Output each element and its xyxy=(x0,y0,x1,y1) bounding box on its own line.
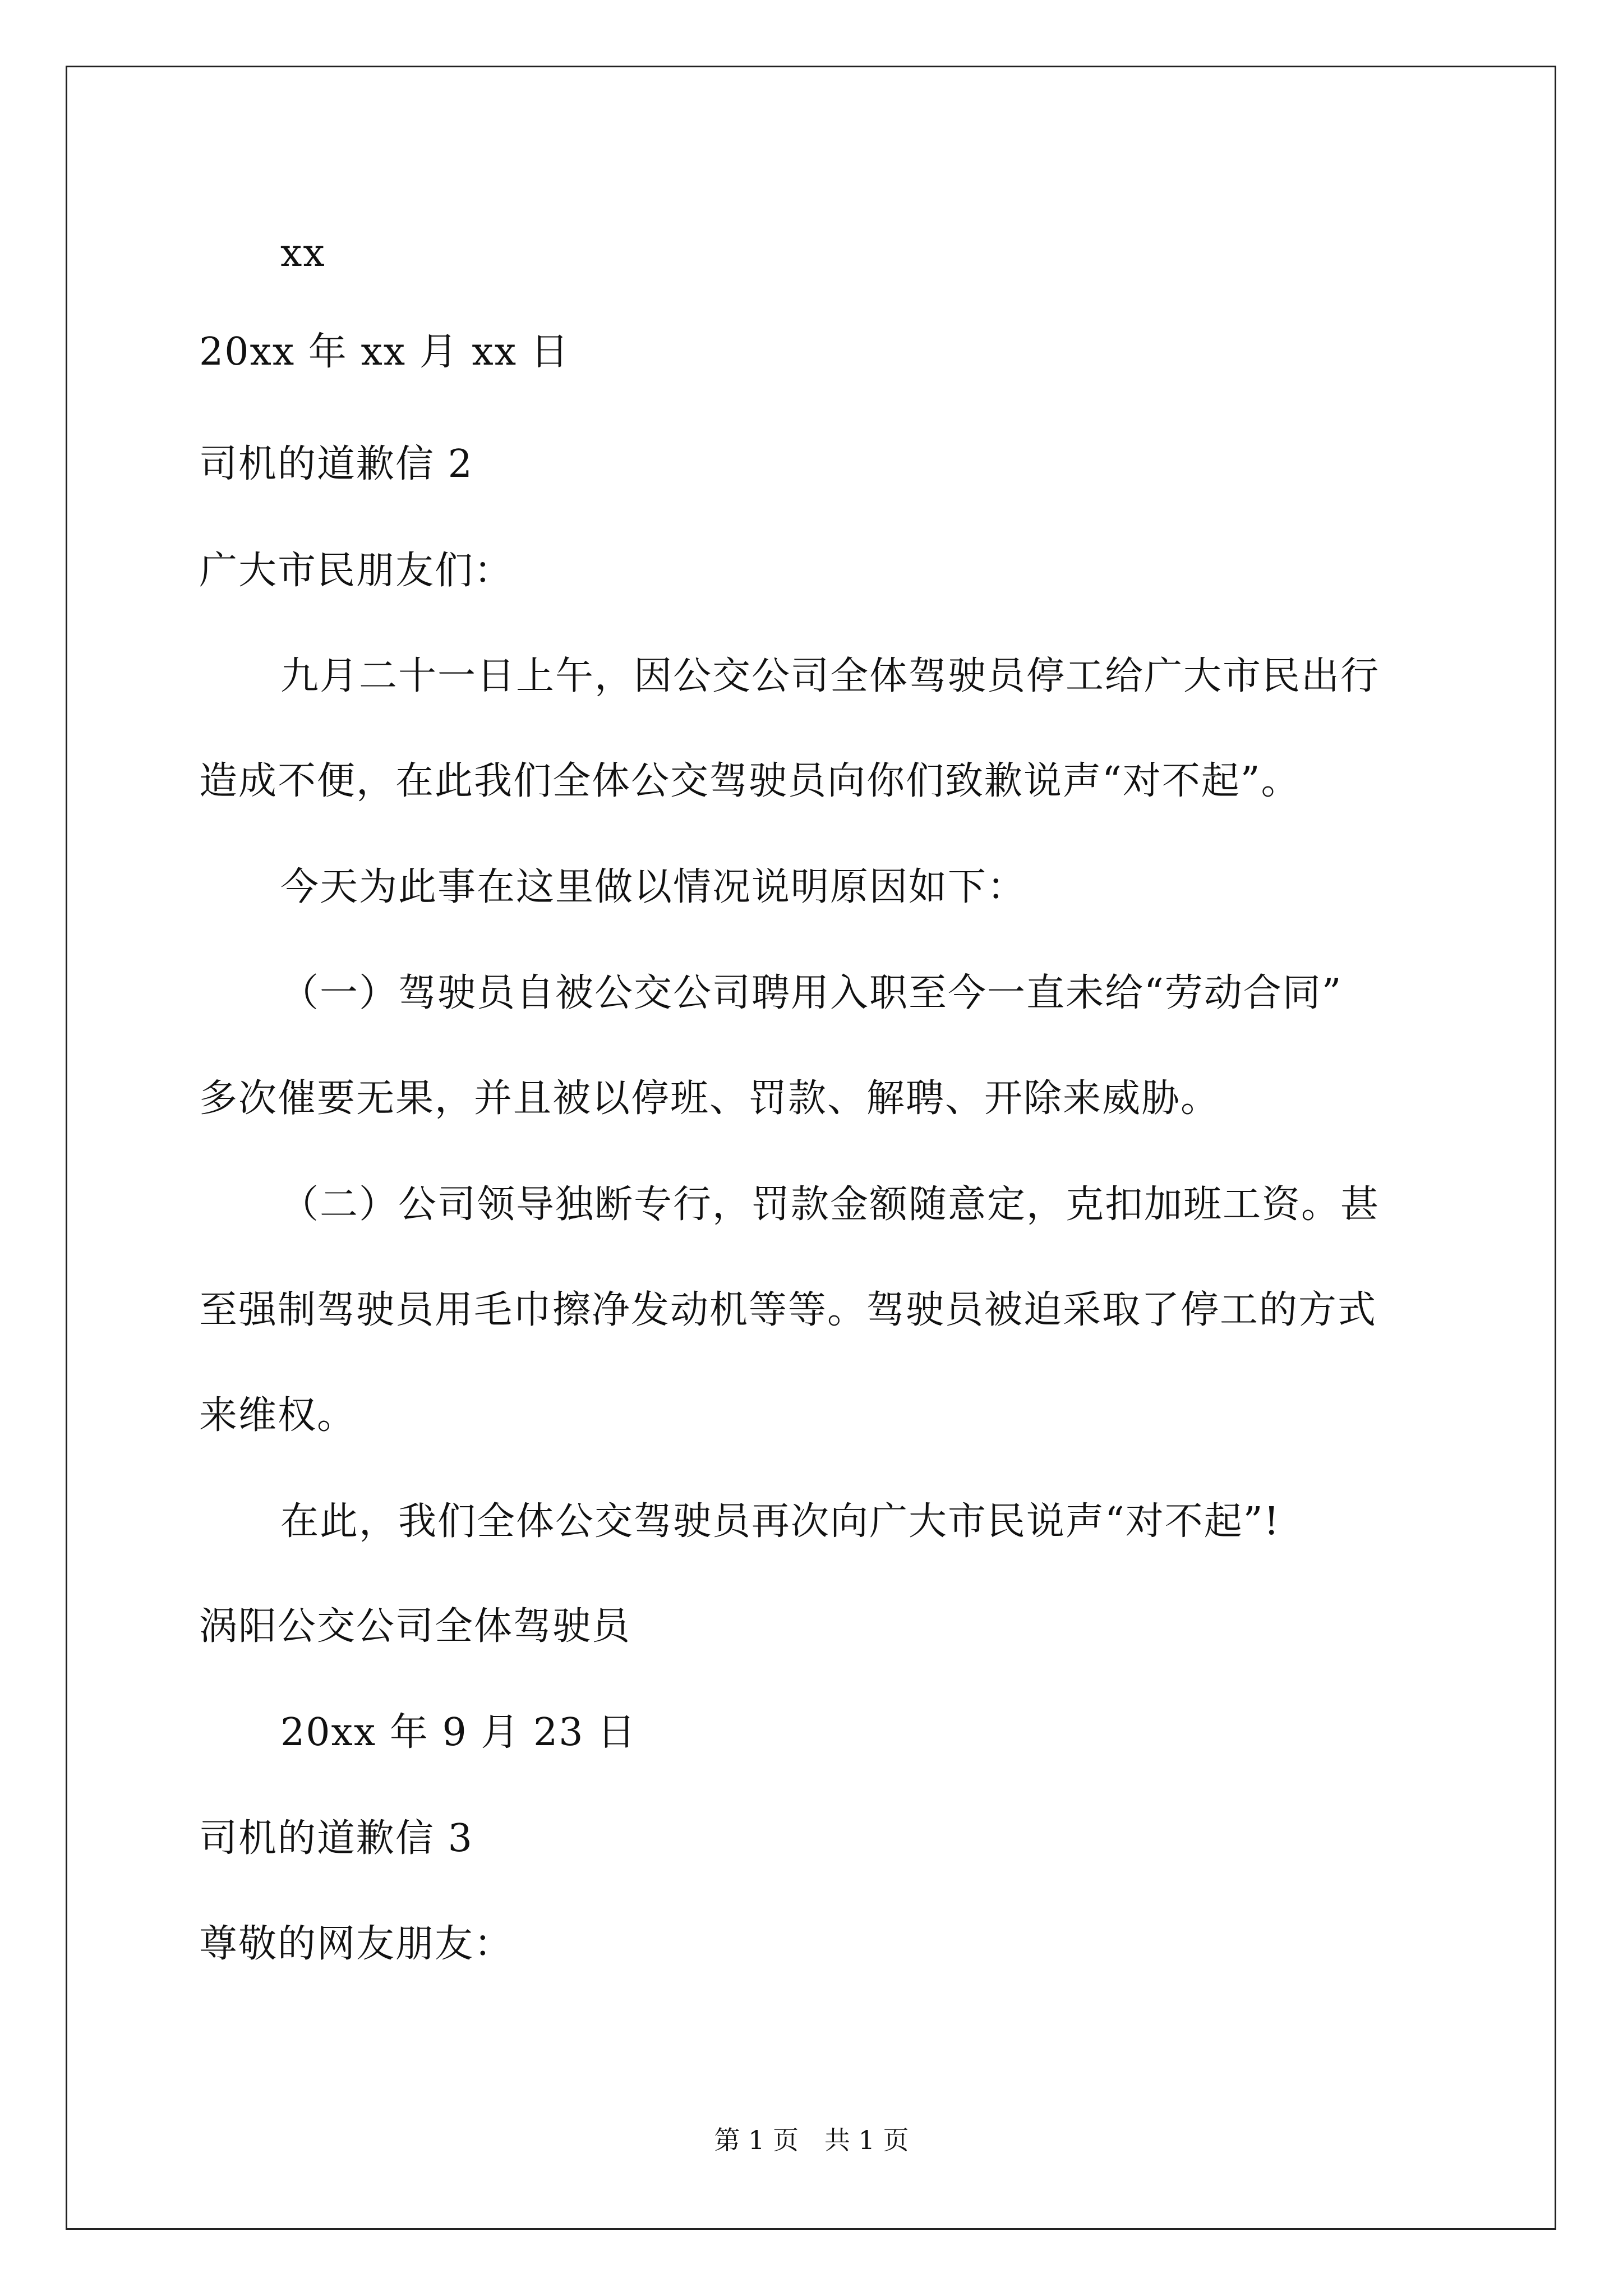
page-footer xyxy=(0,2123,1623,2157)
page-number-current: 第 1 页 xyxy=(714,2125,799,2155)
paragraph-2: 今天为此事在这里做以情况说明原因如下： xyxy=(280,865,1027,909)
paragraph-5: 在此，我们全体公交驾驶员再次向广大市民说声“对不起”! xyxy=(280,1499,1280,1544)
paragraph-3-line-1: （一）驾驶员自被公交公司聘用入职至今一直未给“劳动合同” xyxy=(280,971,1343,1015)
letter-2-title: 司机的道歉信 2 xyxy=(199,442,473,486)
page-number-total: 共 1 页 xyxy=(824,2125,909,2155)
date-line: 20xx 年 xx 月 xx 日 xyxy=(199,330,570,374)
letter-2-date: 20xx 年 9 月 23 日 xyxy=(280,1710,637,1755)
paragraph-3-line-2: 多次催要无果，并且被以停班、罚款、解聘、开除来威胁。 xyxy=(199,1076,1220,1121)
paragraph-1-line-1: 九月二十一日上午，因公交公司全体驾驶员停工给广大市民出行 xyxy=(280,654,1380,698)
paragraph-4-line-3: 来维权。 xyxy=(199,1393,357,1438)
signature-placeholder: xx xyxy=(280,231,326,275)
letter-2-salutation: 广大市民朋友们： xyxy=(199,549,514,593)
letter-2-signature: 涡阳公交公司全体驾驶员 xyxy=(199,1604,631,1649)
paragraph-4-line-2: 至强制驾驶员用毛巾擦净发动机等等。驾驶员被迫采取了停工的方式 xyxy=(199,1288,1377,1332)
page-border xyxy=(66,66,1556,2230)
letter-3-title: 司机的道歉信 3 xyxy=(199,1816,473,1861)
paragraph-4-line-1: （二）公司领导独断专行，罚款金额随意定，克扣加班工资。甚 xyxy=(280,1182,1380,1227)
paragraph-1-line-2: 造成不便，在此我们全体公交驾驶员向你们致歉说声“对不起”。 xyxy=(199,759,1301,803)
letter-3-salutation: 尊敬的网友朋友： xyxy=(199,1922,514,1966)
